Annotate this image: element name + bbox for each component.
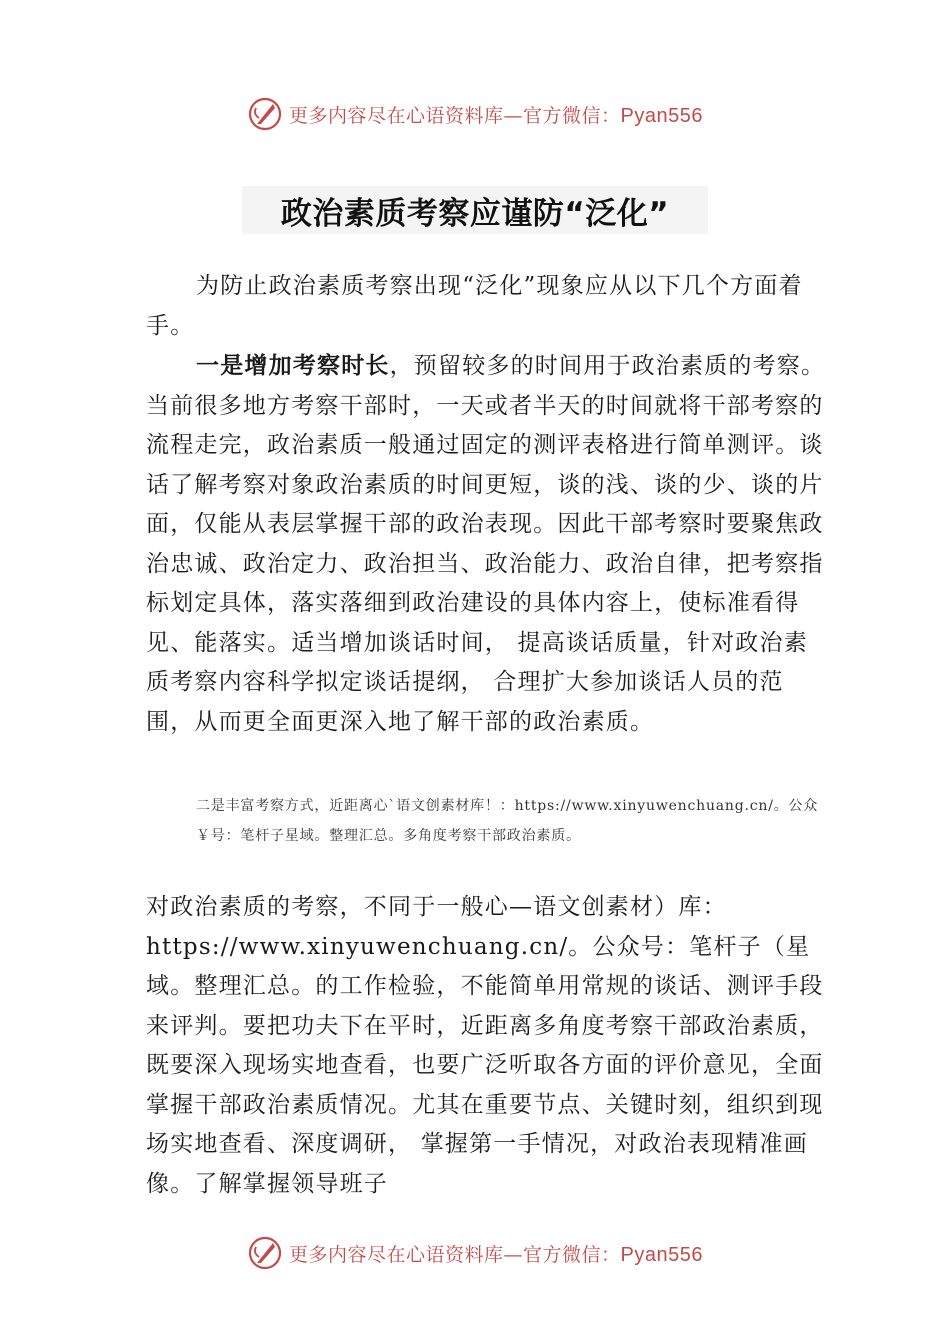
banner-label: 更多内容尽在心语资料库—官方微信： bbox=[289, 104, 621, 127]
intro-paragraph: 为防止政治素质考察出现“泛化”现象应从以下几个方面着手。 bbox=[146, 273, 803, 339]
second-point-paragraph: 对政治素质的考察，不同于一般心—语文创素材）库：https://www.xinyuwenchuang.cn/。公众号：笔杆子（星域。整理汇总。的工作检验，不能简单用常规的谈话、测评手段来评判。要把功夫下在平时，近距离多角度考察干部政治素质，既要深入现场实地查看，也要广泛听取各方面的评价意见，全面掌握干部政治素质情况。尤其在重要节点、关键时刻，组织到现场实地查看、深度调研， 掌握第一手情况，对政治表现精准画像。了解掌握领导班子 bbox=[146, 894, 824, 1197]
footer-banner bbox=[0, 1233, 950, 1273]
title-block bbox=[242, 186, 708, 234]
quill-pen-icon bbox=[247, 96, 283, 132]
header-banner bbox=[0, 94, 950, 134]
page-title: 政治素质考察应谨防“泛化” bbox=[280, 195, 670, 232]
wechat-id: Pyan556 bbox=[620, 104, 703, 127]
banner-text bbox=[289, 101, 703, 128]
first-point-body: ，预留较多的时间用于政治素质的考察。当前很多地方考察干部时，一天或者半天的时间就将干部考察的流程走完，政治素质一般通过固定的测评表格进行简单测评。谈话了解考察对象政治素质的时间更短，谈的浅、谈的少、谈的片面，仅能从表层掌握干部的政治表现。因此干部考察时要聚焦政治忠诚、政治定力、政治担当、政治能力、政治自律，把考察指标划定具体，落实落细到政治建设的具体内容上，使标准看得见、能落实。适当增加谈话时间， 提高谈话质量，针对政治素质考察内容科学拟定谈话提纲， 合理扩大参加谈话人员的范围，从而更全面更深入地了解干部的政治素质。 bbox=[146, 353, 826, 735]
quill-pen-icon bbox=[247, 1235, 283, 1271]
first-point-lead: 一是增加考察时长 bbox=[196, 353, 390, 379]
first-point-paragraph bbox=[146, 347, 826, 742]
wechat-id: Pyan556 bbox=[620, 1243, 703, 1266]
banner-label: 更多内容尽在心语资料库—官方微信： bbox=[289, 1243, 621, 1266]
banner-text bbox=[289, 1240, 703, 1267]
small-note-paragraph: 二是丰富考察方式，近距离心`语文创素材库！：https://www.xinyuwenchuang.cn/。公众￥号：笔杆子星域。整理汇总。多角度考察干部政治素质。 bbox=[196, 798, 819, 844]
